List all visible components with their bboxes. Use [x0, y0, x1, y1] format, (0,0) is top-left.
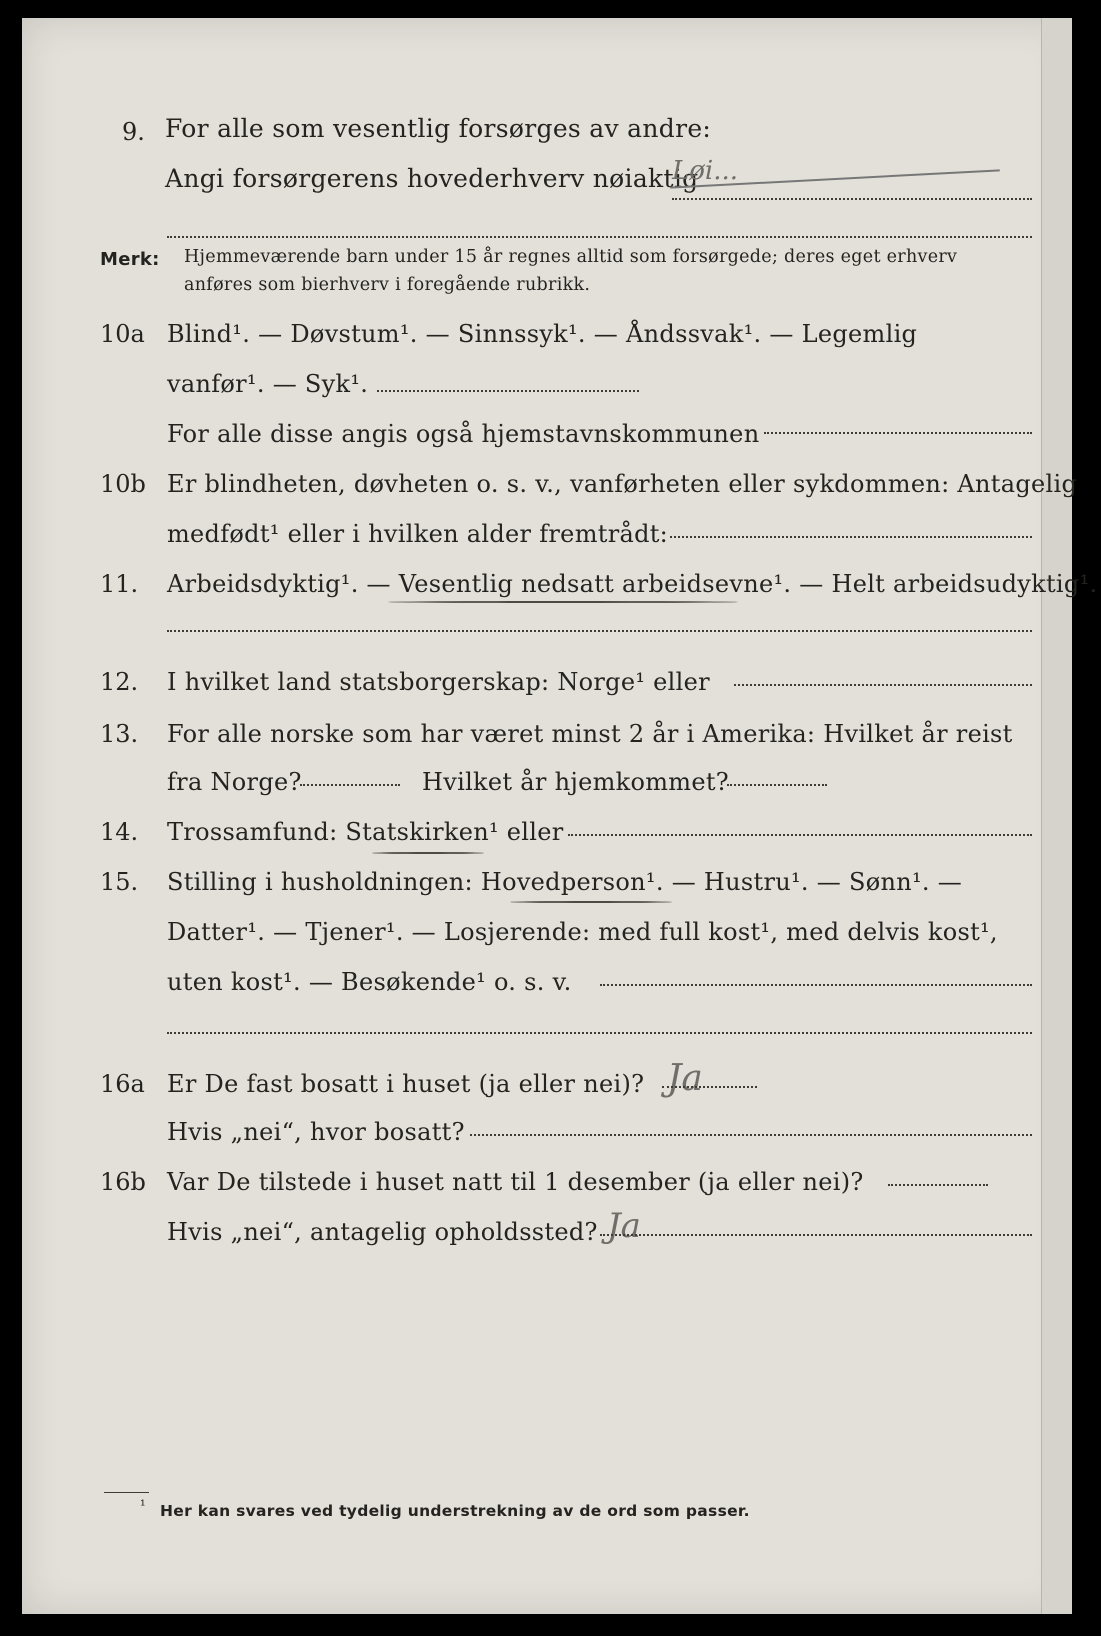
q14-line1: Trossamfund: Statskirken¹ eller: [167, 818, 564, 846]
q13-return-line: [727, 784, 827, 786]
q9-number: 9.: [122, 118, 145, 146]
footnote-mark: ¹: [140, 1498, 146, 1514]
q16a-number: 16a: [100, 1070, 145, 1098]
q11-number: 11.: [100, 570, 139, 598]
q12-answer-line: [734, 684, 1032, 686]
q16b-number: 16b: [100, 1168, 146, 1196]
merk-line2: anføres som bierhverv i foregående rubrikk.: [184, 275, 591, 295]
footnote-text: Her kan svares ved tydelig understrekning av de ord som passer.: [160, 1502, 750, 1520]
q10b-line1: Er blindheten, døvheten o. s. v., vanførheten eller sykdommen: Antagelig: [167, 470, 1078, 498]
q15-line2: Datter¹. — Tjener¹. — Losjerende: med full kost¹, med delvis kost¹,: [167, 918, 998, 946]
q10a-number: 10a: [100, 320, 145, 348]
q11-extra-line: [167, 630, 1032, 632]
q10a-answer-line: [377, 390, 639, 392]
q9-handwritten-answer: Løi...: [672, 156, 739, 186]
q14-number: 14.: [100, 818, 139, 846]
q12-line1: I hvilket land statsborgerskap: Norge¹ eller: [167, 668, 710, 696]
q9-answer-line: [672, 198, 1032, 200]
q10a-line2: vanfør¹. — Syk¹.: [167, 370, 369, 398]
q10b-answer-line: [670, 536, 1032, 538]
q13-line2b: Hvilket år hjemkommet?: [422, 768, 729, 796]
census-form-page: [22, 18, 1098, 1614]
page-edge: [1041, 18, 1072, 1614]
q16b-whereabouts-line: [600, 1234, 1032, 1236]
q15-number: 15.: [100, 868, 139, 896]
q9-extra-line: [167, 236, 1032, 238]
q10a-home-line: [764, 432, 1032, 434]
q13-number: 13.: [100, 720, 139, 748]
q13-departure-line: [300, 784, 400, 786]
q9-line1: For alle som vesentlig forsørges av andre:: [165, 114, 712, 143]
q15-underline-mark: [510, 901, 672, 903]
merk-label: Merk:: [100, 249, 160, 270]
q10a-line3: For alle disse angis også hjemstavnskommunen: [167, 420, 760, 448]
q16a-handwritten-answer: Ja: [667, 1058, 703, 1099]
q10a-line1: Blind¹. — Døvstum¹. — Sinnssyk¹. — Åndssvak¹. — Legemlig: [167, 320, 918, 348]
q16a-line1: Er De fast bosatt i huset (ja eller nei)?: [167, 1070, 645, 1098]
q12-number: 12.: [100, 668, 139, 696]
q10b-line2: medfødt¹ eller i hvilken alder fremtrådt:: [167, 520, 669, 548]
merk-line1: Hjemmeværende barn under 15 år regnes alltid som forsørgede; deres eget erhverv: [184, 247, 958, 267]
q16b-handwritten-answer: Ja: [607, 1206, 641, 1246]
q13-line1: For alle norske som har været minst 2 år i Amerika: Hvilket år reist: [167, 720, 1013, 748]
q16b-line2: Hvis „nei“, antagelig opholdssted?: [167, 1218, 598, 1246]
q15-extra-line: [167, 1032, 1032, 1034]
q15-line1: Stilling i husholdningen: Hovedperson¹. — Hustru¹. — Sønn¹. —: [167, 868, 963, 896]
q16b-line1: Var De tilstede i huset natt til 1 desember (ja eller nei)?: [167, 1168, 864, 1196]
q15-answer-line: [600, 984, 1032, 986]
q15-line3: uten kost¹. — Besøkende¹ o. s. v.: [167, 968, 572, 996]
q9-line2: Angi forsørgerens hovederhverv nøiaktig: [165, 164, 699, 193]
q16a-answer-line: [662, 1086, 757, 1088]
q16a-residence-line: [470, 1134, 1032, 1136]
q14-answer-line: [568, 834, 1032, 836]
footnote-rule: [104, 1492, 149, 1493]
q16a-line2: Hvis „nei“, hvor bosatt?: [167, 1118, 465, 1146]
q10b-number: 10b: [100, 470, 146, 498]
q11-underline-mark: [388, 601, 738, 603]
q14-underline-mark: [372, 852, 484, 854]
q13-line2a: fra Norge?: [167, 768, 302, 796]
q11-line1: Arbeidsdyktig¹. — Vesentlig nedsatt arbeidsevne¹. — Helt arbeidsudyktig¹.: [167, 570, 1098, 598]
q16b-answer-line: [888, 1184, 988, 1186]
